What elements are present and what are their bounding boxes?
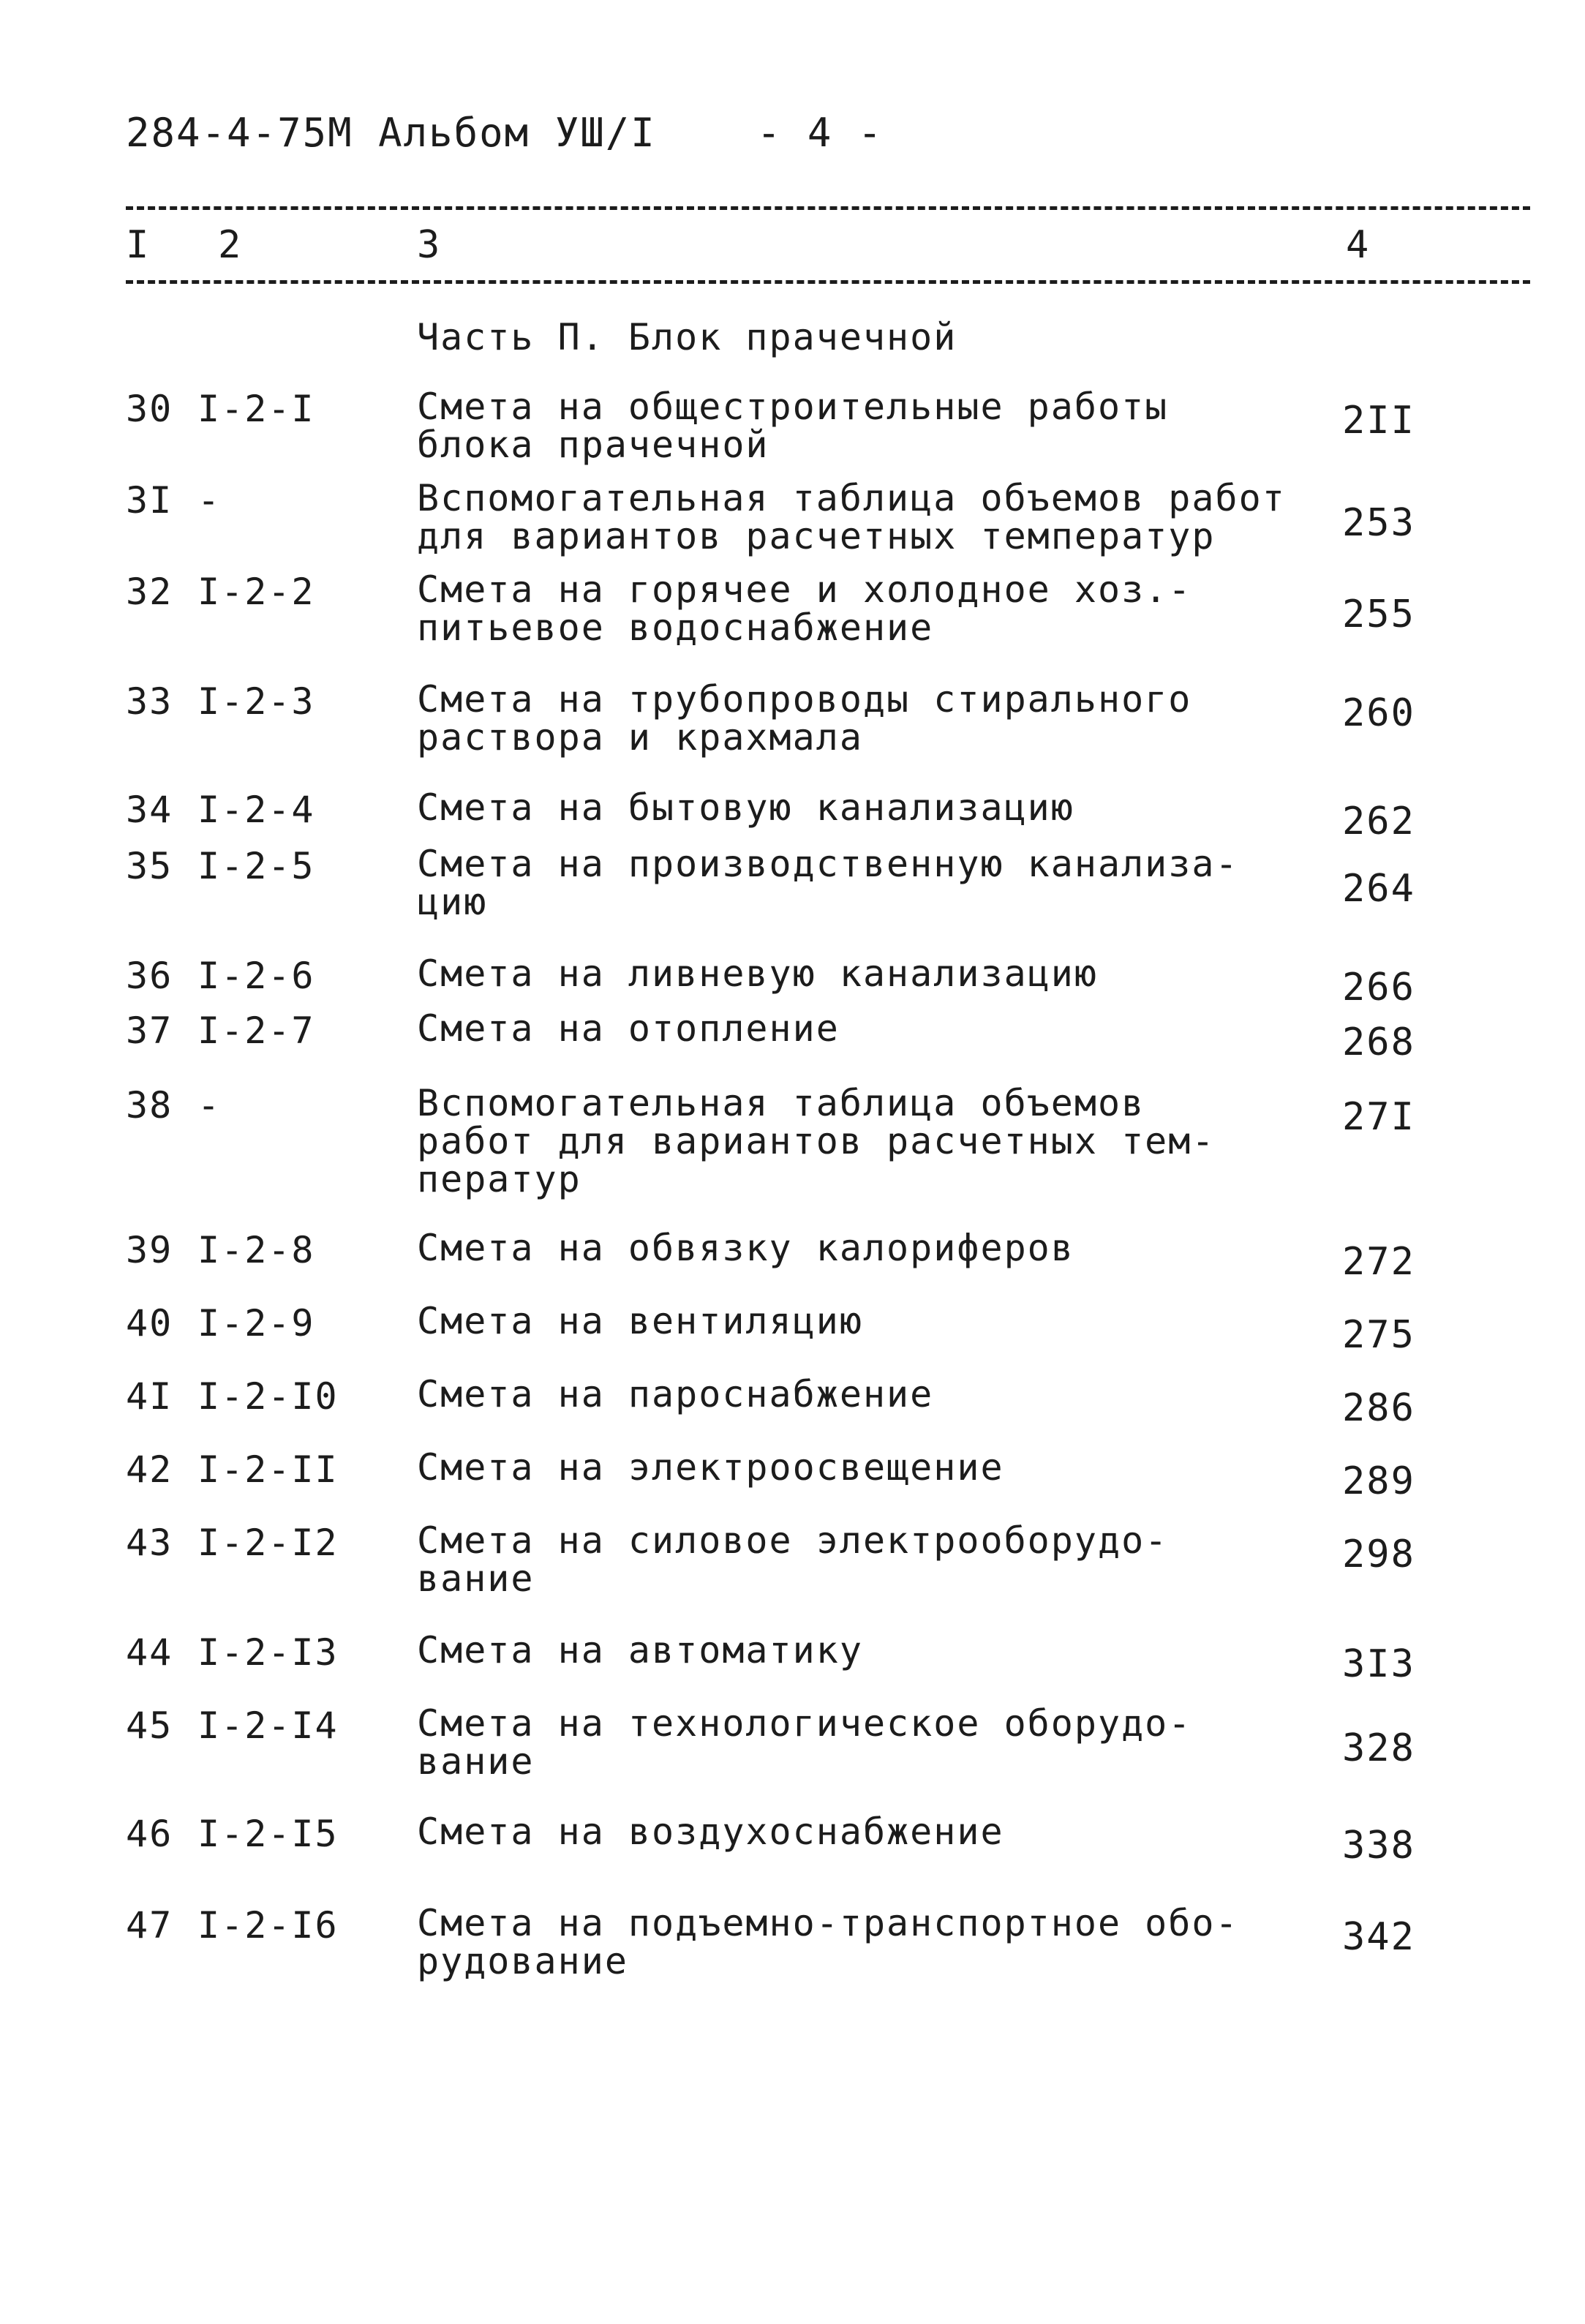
description-line: для вариантов расчетных температур bbox=[417, 515, 1216, 557]
row-number: 38 bbox=[126, 1084, 173, 1127]
row-number: 37 bbox=[126, 1009, 173, 1052]
row-description bbox=[417, 678, 1295, 759]
row-code: I-2-4 bbox=[197, 789, 315, 831]
row-code: I-2-I bbox=[197, 388, 315, 430]
row-number: 47 bbox=[126, 1904, 173, 1947]
description-line: Вспомогательная таблица объемов работ bbox=[417, 477, 1286, 519]
row-description bbox=[417, 479, 1295, 555]
row-description bbox=[417, 1302, 1295, 1340]
description-line: цию bbox=[417, 881, 488, 923]
row-description bbox=[417, 1810, 1295, 1853]
page-marker: - 4 - bbox=[756, 110, 884, 156]
row-number: 32 bbox=[126, 571, 173, 613]
description-line: Смета на вентиляцию bbox=[417, 1300, 863, 1342]
description-line: Смета на бытовую канализацию bbox=[417, 786, 1074, 829]
column-header-4: 4 bbox=[1346, 223, 1369, 267]
row-description bbox=[417, 786, 1295, 829]
row-number: 3I bbox=[126, 479, 173, 522]
row-code: I-2-I0 bbox=[197, 1375, 339, 1418]
row-description bbox=[417, 1375, 1295, 1413]
description-line: Смета на подъемно-транспортное обо- bbox=[417, 1902, 1239, 1944]
row-number: 36 bbox=[126, 955, 173, 997]
description-line: Смета на производственную канализа- bbox=[417, 843, 1239, 885]
row-page-number: 298 bbox=[1342, 1533, 1415, 1576]
row-page-number: 342 bbox=[1342, 1915, 1415, 1959]
row-page-number: 286 bbox=[1342, 1386, 1415, 1430]
description-line: рудование bbox=[417, 1940, 628, 1982]
header-divider bbox=[126, 280, 1530, 284]
row-number: 34 bbox=[126, 789, 173, 831]
column-header-1: I bbox=[126, 223, 149, 267]
description-line: Смета на отопление bbox=[417, 1007, 840, 1050]
row-number: 30 bbox=[126, 388, 173, 430]
description-line: Смета на горячее и холодное хоз.- bbox=[417, 568, 1192, 611]
row-description bbox=[417, 388, 1295, 464]
row-code: I-2-I2 bbox=[197, 1522, 339, 1564]
row-page-number: 255 bbox=[1342, 593, 1415, 636]
row-page-number: 260 bbox=[1342, 691, 1415, 735]
album-label: Альбом УШ/I bbox=[378, 110, 656, 156]
row-number: 42 bbox=[126, 1448, 173, 1491]
row-number: 45 bbox=[126, 1704, 173, 1747]
row-description bbox=[417, 1702, 1295, 1783]
description-line: работ для вариантов расчетных тем- bbox=[417, 1120, 1216, 1162]
row-description bbox=[417, 1229, 1295, 1267]
row-description bbox=[417, 1519, 1295, 1600]
row-page-number: 2II bbox=[1342, 399, 1415, 443]
description-line: раствора и крахмала bbox=[417, 716, 863, 759]
row-page-number: 3I3 bbox=[1342, 1642, 1415, 1686]
description-line: Смета на технологическое оборудо- bbox=[417, 1702, 1192, 1745]
row-description bbox=[417, 1084, 1295, 1198]
row-code: I-2-8 bbox=[197, 1229, 315, 1271]
row-code: I-2-II bbox=[197, 1448, 339, 1491]
description-line: Смета на электроосвещение bbox=[417, 1446, 1004, 1489]
description-line: Смета на общестроительные работы bbox=[417, 386, 1169, 428]
row-description bbox=[417, 845, 1295, 921]
description-line: Смета на силовое электрооборудо- bbox=[417, 1519, 1169, 1562]
row-page-number: 253 bbox=[1342, 501, 1415, 545]
description-line: Смета на пароснабжение bbox=[417, 1373, 934, 1415]
row-page-number: 328 bbox=[1342, 1726, 1415, 1770]
row-number: 40 bbox=[126, 1302, 173, 1345]
doc-code: 284-4-75М bbox=[126, 110, 353, 156]
row-number: 39 bbox=[126, 1229, 173, 1271]
description-line: Смета на воздухоснабжение bbox=[417, 1810, 1004, 1853]
description-line: Вспомогательная таблица объемов bbox=[417, 1082, 1145, 1124]
description-line: питьевое водоснабжение bbox=[417, 606, 934, 649]
description-line: вание bbox=[417, 1557, 535, 1600]
row-description bbox=[417, 1631, 1295, 1669]
row-page-number: 275 bbox=[1342, 1313, 1415, 1357]
row-number: 46 bbox=[126, 1813, 173, 1855]
description-line: ператур bbox=[417, 1158, 581, 1200]
description-line: вание bbox=[417, 1740, 535, 1783]
row-description bbox=[417, 1904, 1295, 1980]
row-number: 44 bbox=[126, 1631, 173, 1674]
description-line: блока прачечной bbox=[417, 424, 769, 466]
row-code: I-2-I4 bbox=[197, 1704, 339, 1747]
page-header bbox=[126, 110, 883, 156]
row-description bbox=[417, 952, 1295, 995]
row-number: 43 bbox=[126, 1522, 173, 1564]
description-line: Смета на ливневую канализацию bbox=[417, 952, 1098, 995]
row-page-number: 264 bbox=[1342, 867, 1415, 911]
description-line: Смета на трубопроводы стирального bbox=[417, 678, 1192, 721]
row-code: I-2-6 bbox=[197, 955, 315, 997]
description-line: Смета на обвязку калориферов bbox=[417, 1227, 1074, 1269]
row-number: 4I bbox=[126, 1375, 173, 1418]
row-number: 33 bbox=[126, 680, 173, 723]
column-header-2: 2 bbox=[218, 223, 241, 267]
row-description bbox=[417, 568, 1295, 649]
row-page-number: 268 bbox=[1342, 1020, 1415, 1064]
row-code: I-2-2 bbox=[197, 571, 315, 613]
row-page-number: 289 bbox=[1342, 1459, 1415, 1503]
row-description bbox=[417, 1009, 1295, 1048]
row-page-number: 262 bbox=[1342, 800, 1415, 843]
description-line: Смета на автоматику bbox=[417, 1629, 863, 1671]
row-code: I-2-I3 bbox=[197, 1631, 339, 1674]
row-page-number: 27I bbox=[1342, 1095, 1415, 1139]
row-code: I-2-5 bbox=[197, 845, 315, 887]
row-code: I-2-9 bbox=[197, 1302, 315, 1345]
row-code: I-2-I6 bbox=[197, 1904, 339, 1947]
column-header-3: 3 bbox=[417, 223, 440, 267]
row-code: I-2-I5 bbox=[197, 1813, 339, 1855]
row-code: - bbox=[197, 1084, 222, 1127]
section-title: Часть П. Блок прачечной bbox=[417, 316, 957, 358]
row-number: 35 bbox=[126, 845, 173, 887]
row-code: I-2-7 bbox=[197, 1009, 315, 1052]
row-page-number: 272 bbox=[1342, 1240, 1415, 1284]
row-code: I-2-3 bbox=[197, 680, 315, 723]
row-description bbox=[417, 1446, 1295, 1489]
row-code: - bbox=[197, 479, 222, 522]
row-page-number: 266 bbox=[1342, 966, 1415, 1009]
row-page-number: 338 bbox=[1342, 1824, 1415, 1868]
top-divider bbox=[126, 206, 1530, 210]
